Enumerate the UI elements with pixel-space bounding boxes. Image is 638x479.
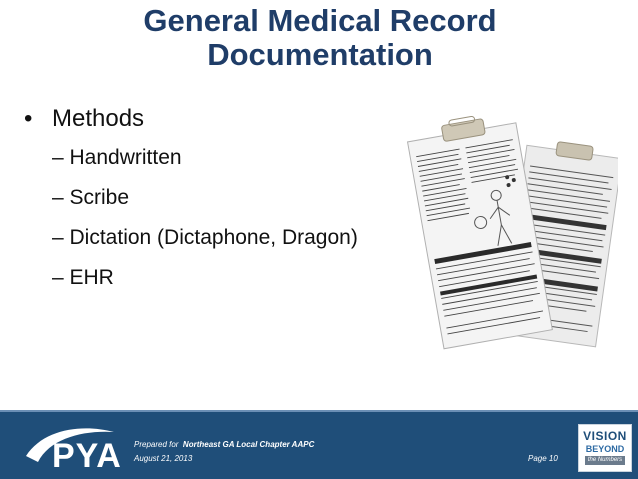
title-line-2: Documentation: [207, 37, 433, 72]
prepared-for-org: Northeast GA Local Chapter AAPC: [182, 440, 315, 449]
bullet-dot-icon: •: [24, 105, 33, 132]
the-numbers-word: the Numbers: [585, 456, 625, 465]
vision-word: VISION: [583, 429, 627, 443]
pya-logo-text: PYA: [52, 437, 122, 475]
prepared-label: Prepared for: [134, 440, 179, 449]
bullet-methods-text: Methods: [52, 105, 145, 132]
slide-title: [60, 4, 580, 72]
sub-bullet-dictation: – Dictation (Dictaphone, Dragon): [52, 226, 358, 249]
footer-date: August 21, 2013: [134, 454, 193, 463]
clipboard-image: [404, 110, 618, 358]
beyond-word: BEYOND: [585, 444, 625, 454]
prepared-for-line: [134, 440, 314, 449]
sub-bullet-handwritten: – Handwritten: [52, 146, 182, 169]
sub-bullet-ehr: – EHR: [52, 266, 114, 289]
vision-beyond-logo: [578, 424, 632, 472]
bullet-list: [24, 104, 358, 304]
page-number: Page 10: [528, 454, 558, 463]
title-line-1: General Medical Record: [143, 3, 497, 38]
sub-bullet-scribe: – Scribe: [52, 186, 130, 209]
bullet-methods: [24, 104, 358, 134]
